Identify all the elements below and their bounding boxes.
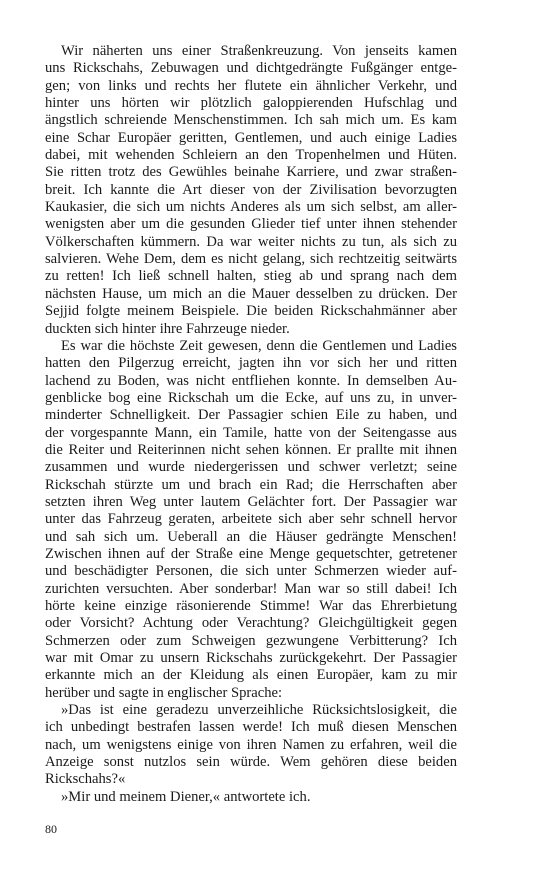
text-line: unter das Fahrzeug geraten, arbeitete sich aber sehr schnell hervor bbox=[45, 511, 457, 528]
text-line: salvieren. Wehe Dem, dem es nicht gelang, sich rechtzeitig seitwärts bbox=[45, 251, 457, 268]
text-line: lachend zu Boden, was nicht entfliehen konnte. In demselben Au- bbox=[45, 372, 457, 389]
text-line: Sie ritten trotz des Gewühles beinahe Karriere, und zwar straßen- bbox=[45, 164, 457, 181]
paragraph bbox=[45, 702, 457, 789]
text-line: uns Rickschahs, Zebuwagen und dichtgedrängte Fußgänger entge- bbox=[45, 60, 457, 77]
text-line: Völkerschaften kümmern. Da war weiter nichts zu tun, als sich zu bbox=[45, 233, 457, 250]
paragraph bbox=[45, 789, 457, 806]
text-line: hörte keine einzige räsonierende Stimme! War das Ehrerbietung bbox=[45, 598, 457, 614]
text-line: nach, um wenigstens einige von ihren Namen zu erfahren, weil die bbox=[45, 736, 457, 753]
text-line: duckten sich hinter ihre Fahrzeuge nieder. bbox=[45, 320, 290, 337]
text-line: herüber und sagte in englischer Sprache: bbox=[45, 684, 283, 701]
text-line: »Mir und meinem Diener,« antwortete ich. bbox=[61, 788, 311, 805]
text-line: zurichten versuchten. Aber sonderbar! Man war so still dabei! Ich bbox=[45, 580, 457, 597]
text-line: Zwischen ihnen auf der Straße eine Menge gequetschter, getretener bbox=[45, 545, 457, 562]
text-line: und sah sich um. Ueberall an die Häuser gedrängte Menschen! bbox=[45, 528, 457, 545]
text-line: gen; von links und rechts her flutete ein ähnlicher Verkehr, und bbox=[45, 77, 457, 94]
text-line: Wir näherten uns einer Straßenkreuzung. Von jenseits kamen bbox=[61, 43, 457, 59]
text-line: Sejjid folgte meinem Beispiele. Die beiden Rickschahmänner aber bbox=[45, 303, 457, 320]
text-line: »Das ist eine geradezu unverzeihliche Rücksichtslosigkeit, die bbox=[61, 702, 457, 719]
text-line: Kaukasier, die sich um nichts Anderes als um sich selbst, am aller- bbox=[45, 199, 457, 216]
text-line: zu retten! Ich ließ schnell halten, stieg ab und sprang nach dem bbox=[45, 268, 457, 285]
paragraph bbox=[45, 338, 457, 702]
page-number: 80 bbox=[45, 822, 57, 836]
text-line: war mit Omar zu unsern Rickschahs zurückgekehrt. Der Passagier bbox=[45, 650, 457, 667]
text-line: Rickschahs?« bbox=[45, 771, 126, 788]
text-line: nächsten Hause, um mich an die Mauer desselben zu drücken. Der bbox=[45, 285, 457, 302]
text-line: zusammen und wurde niedergerissen und schwer verletzt; seine bbox=[45, 459, 457, 476]
text-line: genblicke bog eine Rickschah um die Ecke, auf uns zu, in unver- bbox=[45, 389, 457, 406]
text-line: wenigsten aber um die gesunden Glieder tief unter ihnen stehender bbox=[45, 216, 457, 233]
text-line: und beschädigter Personen, die sich unter Schmerzen wieder auf- bbox=[45, 563, 457, 580]
text-line: erkannte mich an der Kleidung als einen Europäer, kam zu mir bbox=[45, 667, 457, 684]
text-line: hatten den Pilgerzug erreicht, jagten ihn vor sich her und ritten bbox=[45, 355, 457, 372]
text-line: eine Schar Europäer geritten, Gentlemen, und auch einige Ladies bbox=[45, 129, 457, 146]
text-line: minderter Schnelligkeit. Der Passagier schien Eile zu haben, und bbox=[45, 407, 457, 424]
text-line: ängstlich schreiende Menschenstimmen. Ich sah mich um. Es kam bbox=[45, 112, 457, 129]
text-line: ich unbedingt bestrafen lassen werde! Ich muß diesen Menschen bbox=[45, 719, 457, 736]
text-line: der vorgespannte Mann, ein Tamile, hatte von der Seitengasse aus bbox=[45, 424, 457, 441]
text-line: dabei, mit wehenden Schleiern an den Tropenhelmen und Hüten. bbox=[45, 147, 457, 164]
paragraph bbox=[45, 43, 457, 338]
text-line: Es war die höchste Zeit gewesen, denn die Gentlemen und Ladies bbox=[61, 337, 457, 354]
text-line: die Reiter und Reiterinnen nicht sehen können. Er prallte mit ihnen bbox=[45, 441, 457, 458]
text-line: Rickschah stürzte um und brach ein Rad; die Herrschaften aber bbox=[45, 476, 457, 493]
text-line: hinter uns hörten wir plötzlich galoppierenden Hufschlag und bbox=[45, 95, 457, 112]
text-line: setzten ihren Weg unter lautem Gelächter fort. Der Passagier war bbox=[45, 493, 457, 510]
text-line: Anzeige sonst nutzlos sein würde. Wem gehören diese beiden bbox=[45, 754, 457, 771]
text-line: oder Vorsicht? Achtung oder Verachtung? Gleichgültigkeit gegen bbox=[45, 615, 457, 632]
text-line: breit. Ich kannte die Art dieser von der Zivilisation bevorzugten bbox=[45, 181, 457, 198]
text-line: Schmerzen oder zum Schweigen gezwungene Verbitterung? Ich bbox=[45, 632, 457, 649]
body-text bbox=[45, 43, 457, 806]
